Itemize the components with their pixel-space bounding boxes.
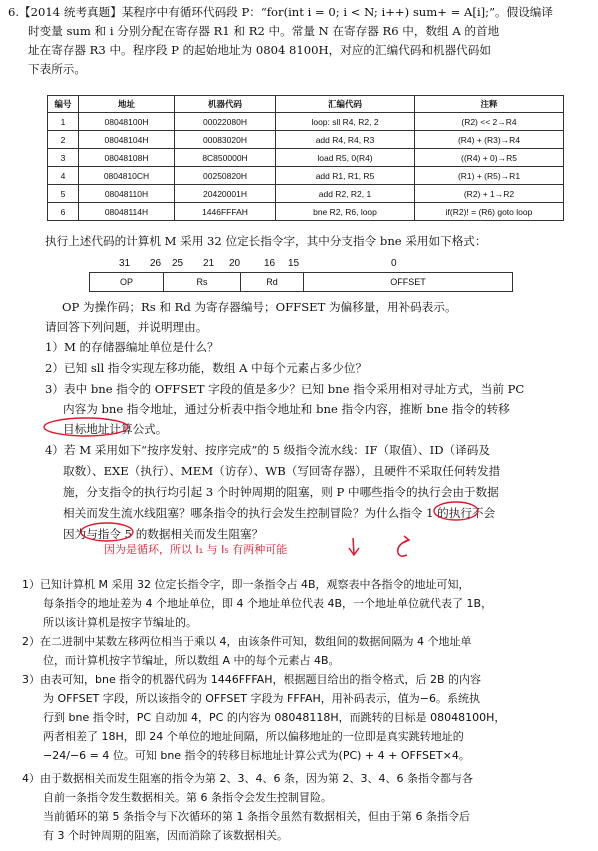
question-4-line-5: 因为与指令 5 的数据相关而发生阻塞？	[63, 527, 264, 541]
table-cell: 00022080H	[175, 113, 276, 131]
header-cell: 机器代码	[175, 96, 276, 113]
table-cell: (R1) + (R5)→R1	[415, 167, 564, 185]
table-cell: loop: sll R4, R2, 2	[276, 113, 415, 131]
bit-label: 15	[288, 258, 300, 269]
table-cell: 4	[48, 167, 79, 185]
table-cell: 1	[48, 113, 79, 131]
answer-4-line-2: 自前一条指令发生数据相关。第 6 条指令会发生控制冒险。	[43, 791, 332, 804]
answer-3-line-2: 为 OFFSET 字段，所以该指令的 OFFSET 字段为 FFFAH，用补码表示，值为−6。系统执	[43, 692, 481, 705]
question-4-line-1: 4）若 M 采用如下“按序发射、按序完成”的 5 级指令流水线：IF（取值）、ID（译码及	[45, 443, 490, 457]
question-line-1: 6.【2014 统考真题】某程序中有循环代码段 P：“for(int i = 0; i < N; i++) sum+ = A[i];”。假设编译	[8, 5, 553, 19]
question-line-4: 下表所示。	[28, 62, 86, 76]
bit-label: 20	[229, 258, 241, 269]
table-cell: (R2) + 1→R2	[415, 185, 564, 203]
answer-4-line-4: 有 3 个时钟周期的阻塞，因而消除了该数据相关。	[43, 829, 288, 842]
answer-3-line-4: 两者相差了 18H，即 24 个单位的地址间隔，所以偏移地址的一位即是真实跳转地址的	[43, 730, 464, 743]
table-cell: 08048110H	[79, 185, 175, 203]
answer-3-line-3: 行到 bne 指令时，PC 自动加 4，PC 的内容为 08048118H，而跳转的目标是 08048100H，	[43, 711, 506, 724]
question-line-2: 时变量 sum 和 i 分别分配在寄存器 R1 和 R2 中。常量 N 在寄存器 R6 中，数组 A 的首地	[28, 24, 500, 38]
table-cell: load R5, 0(R4)	[276, 149, 415, 167]
table-cell: 6	[48, 203, 79, 221]
question-4-line-2: 取数）、EXE（执行）、MEM（访存）、WB（写回寄存器），且硬件不采取任何转发措	[63, 464, 501, 478]
answer-3-line-5: −24/−6 = 4 位。可知 bne 指令的转移目标地址计算公式为(PC) + 4 + OFFSET×4。	[43, 749, 470, 762]
ask-text: 请回答下列问题，并说明理由。	[45, 320, 208, 334]
bit-label: 26	[150, 258, 162, 269]
bit-label: 25	[172, 258, 184, 269]
table-cell: add R2, R2, 1	[276, 185, 415, 203]
header-cell: 编号	[48, 96, 79, 113]
table-cell: 8C850000H	[175, 149, 276, 167]
table-cell: 2	[48, 131, 79, 149]
table-cell: (R2) << 2→R4	[415, 113, 564, 131]
answer-2-line-1: 2）在二进制中某数左移两位相当于乘以 4，由该条件可知，数组间的数据间隔为 4 个地址单	[22, 635, 472, 648]
header-cell: 地址	[79, 96, 175, 113]
question-3-line-2: 内容为 bne 指令地址，通过分析表中指令地址和 bne 指令内容，推断 bne 指令的转移	[63, 402, 510, 416]
format-note: OP 为操作码；Rs 和 Rd 为寄存器编号；OFFSET 为偏移量，用补码表示。	[62, 300, 457, 314]
format-intro: 执行上述代码的计算机 M 采用 32 位定长指令字，其中分支指令 bne 采用如下格式：	[45, 234, 487, 248]
circle-mark	[44, 418, 128, 436]
table-cell: 00083020H	[175, 131, 276, 149]
answer-1-line-1: 1）已知计算机 M 采用 32 位定长指令字，即一条指令占 4B，观察表中各指令的地址可知，	[22, 578, 470, 591]
question-3-line-1: 3）表中 bne 指令的 OFFSET 字段的值是多少？已知 bne 指令采用相对寻址方式，当前 PC	[45, 382, 525, 396]
bit-label: 21	[203, 258, 215, 269]
loop-arrow-icon	[398, 536, 409, 556]
table-cell: 5	[48, 185, 79, 203]
field-rs: Rs	[164, 273, 241, 291]
circle-mark	[81, 523, 133, 541]
table-cell: 00250820H	[175, 167, 276, 185]
answer-4-line-3: 当前循环的第 5 条指令与下次循环的第 1 条指令虽然有数据相关，但由于第 6 条指令后	[43, 810, 470, 823]
table-cell: 08048114H	[79, 203, 175, 221]
answer-2-line-2: 位，而计算机按字节编址，所以数组 A 中的每个元素占 4B。	[43, 654, 340, 667]
table-cell: 20420001H	[175, 185, 276, 203]
table-cell: add R4, R4, R3	[276, 131, 415, 149]
table-cell: add R1, R1, R5	[276, 167, 415, 185]
circle-mark	[434, 502, 478, 520]
question-3-line-3: 目标地址计算公式。	[63, 422, 168, 436]
field-rd: Rd	[241, 273, 304, 291]
table-cell: 08048100H	[79, 113, 175, 131]
table-cell: (R4) + (R3)→R4	[415, 131, 564, 149]
down-arrow-icon	[349, 538, 359, 555]
table-cell: ((R4) + 0)→R5	[415, 149, 564, 167]
header-cell: 注释	[415, 96, 564, 113]
table-cell: 08048108H	[79, 149, 175, 167]
table-cell: 3	[48, 149, 79, 167]
bit-label: 31	[119, 258, 131, 269]
bit-label: 16	[264, 258, 276, 269]
answer-3-line-1: 3）由表可知，bne 指令的机器代码为 1446FFFAH，根据题目给出的指令格式，后 2B 的内容	[22, 673, 482, 686]
header-cell: 汇编代码	[276, 96, 415, 113]
question-4-line-3: 施，分支指令的执行均引起 3 个时钟周期的阻塞，则 P 中哪些指令的执行会由于数据	[63, 485, 499, 499]
table-cell: if(R2)! = (R6) goto loop	[415, 203, 564, 221]
table-cell: 0804810CH	[79, 167, 175, 185]
field-op: OP	[90, 273, 164, 291]
question-4-line-4: 相关而发生流水线阻塞？哪条指令的执行会发生控制冒险？为什么指令 1 的执行不会	[63, 506, 496, 520]
answer-1-line-2: 每条指令的地址差为 4 个地址单位，即 4 个地址单位代表 4B，一个地址单位就代表了 1B，	[43, 597, 493, 610]
table-cell: bne R2, R6, loop	[276, 203, 415, 221]
answer-1-line-3: 所以该计算机是按字节编址的。	[43, 616, 197, 629]
question-1: 1）M 的存储器编址单位是什么？	[45, 340, 219, 354]
bit-label: 0	[391, 258, 397, 269]
handwritten-note: 因为是循环，所以 I₁ 与 I₅ 有两种可能	[104, 543, 288, 556]
table-cell: 1446FFFAH	[175, 203, 276, 221]
field-offset: OFFSET	[390, 277, 426, 287]
question-2: 2）已知 sll 指令实现左移功能，数组 A 中每个元素占多少位？	[45, 361, 368, 375]
table-cell: 08048104H	[79, 131, 175, 149]
answer-4-line-1: 4）由于数据相关而发生阻塞的指令为第 2、3、4、6 条，因为第 2、3、4、6 条指令都与各	[22, 772, 473, 785]
question-line-3: 址在寄存器 R3 中。程序段 P 的起始地址为 0804 8100H，对应的汇编代码和机器代码如	[28, 43, 491, 57]
